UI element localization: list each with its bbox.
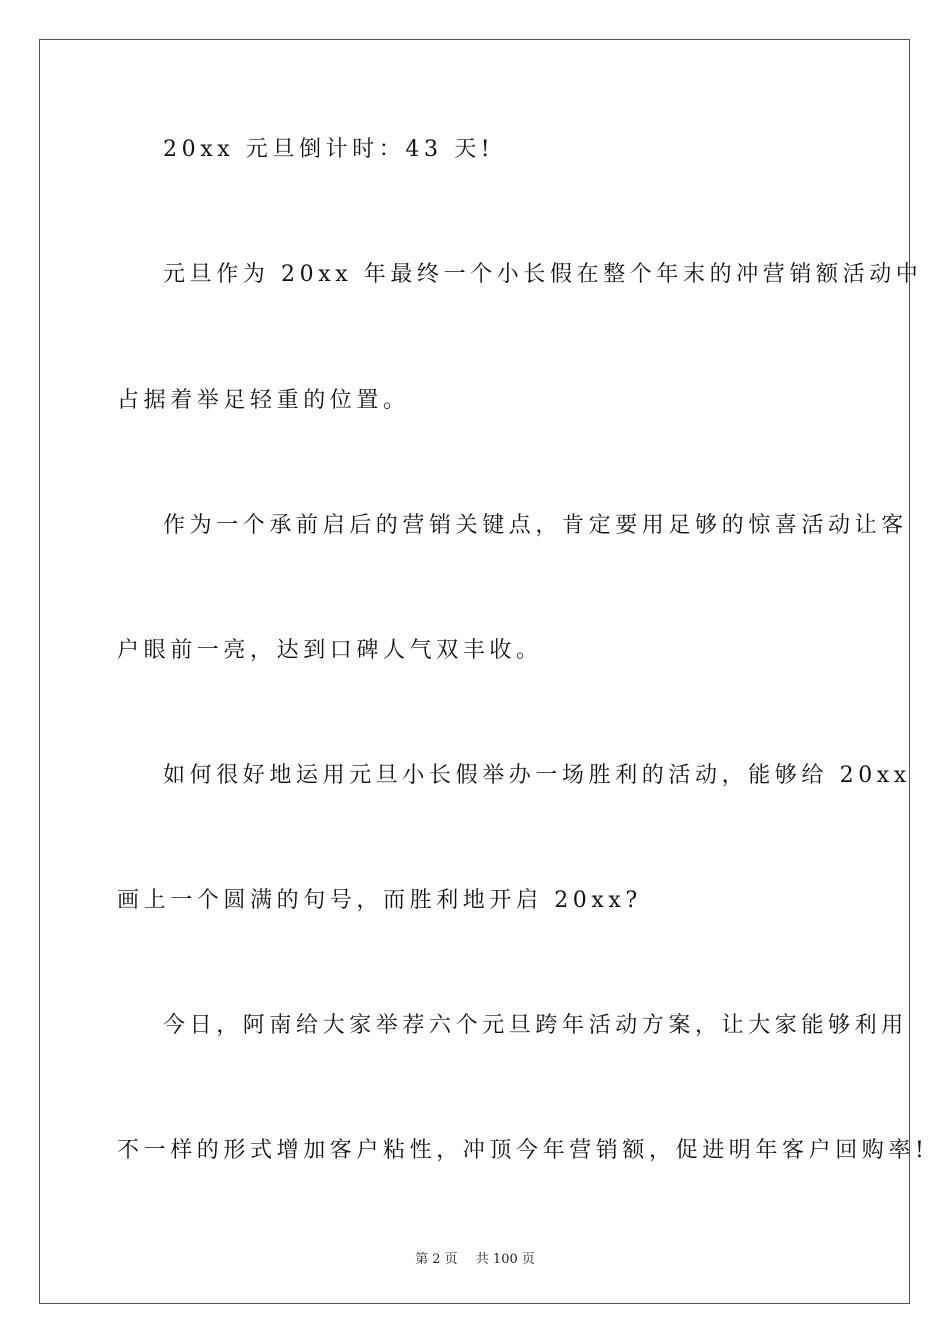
countdown-line: 20xx 元旦倒计时：43 天! [163, 137, 495, 162]
paragraph-line: 元旦作为 20xx 年最终一个小长假在整个年末的冲营销额活动中 [163, 262, 923, 287]
page-number: 第 2 页 [415, 1252, 458, 1267]
page-footer [0, 1248, 950, 1267]
page-total: 共 100 页 [475, 1252, 535, 1267]
paragraph-line: 作为一个承前启后的营销关键点，肯定要用足够的惊喜活动让客 [163, 513, 908, 538]
paragraph-line: 画上一个圆满的句号，而胜利地开启 20xx? [117, 888, 642, 913]
paragraph-line: 占据着举足轻重的位置。 [117, 388, 410, 413]
paragraph-line: 如何很好地运用元旦小长假举办一场胜利的活动，能够给 20xx [163, 763, 911, 788]
paragraph-line: 今日，阿南给大家举荐六个元旦跨年活动方案，让大家能够利用 [163, 1013, 908, 1038]
paragraph-line: 户眼前一亮，达到口碑人气双丰收。 [117, 638, 543, 663]
paragraph-line: 不一样的形式增加客户粘性，冲顶今年营销额，促进明年客户回购率! [117, 1138, 929, 1163]
page-frame [39, 39, 910, 1304]
